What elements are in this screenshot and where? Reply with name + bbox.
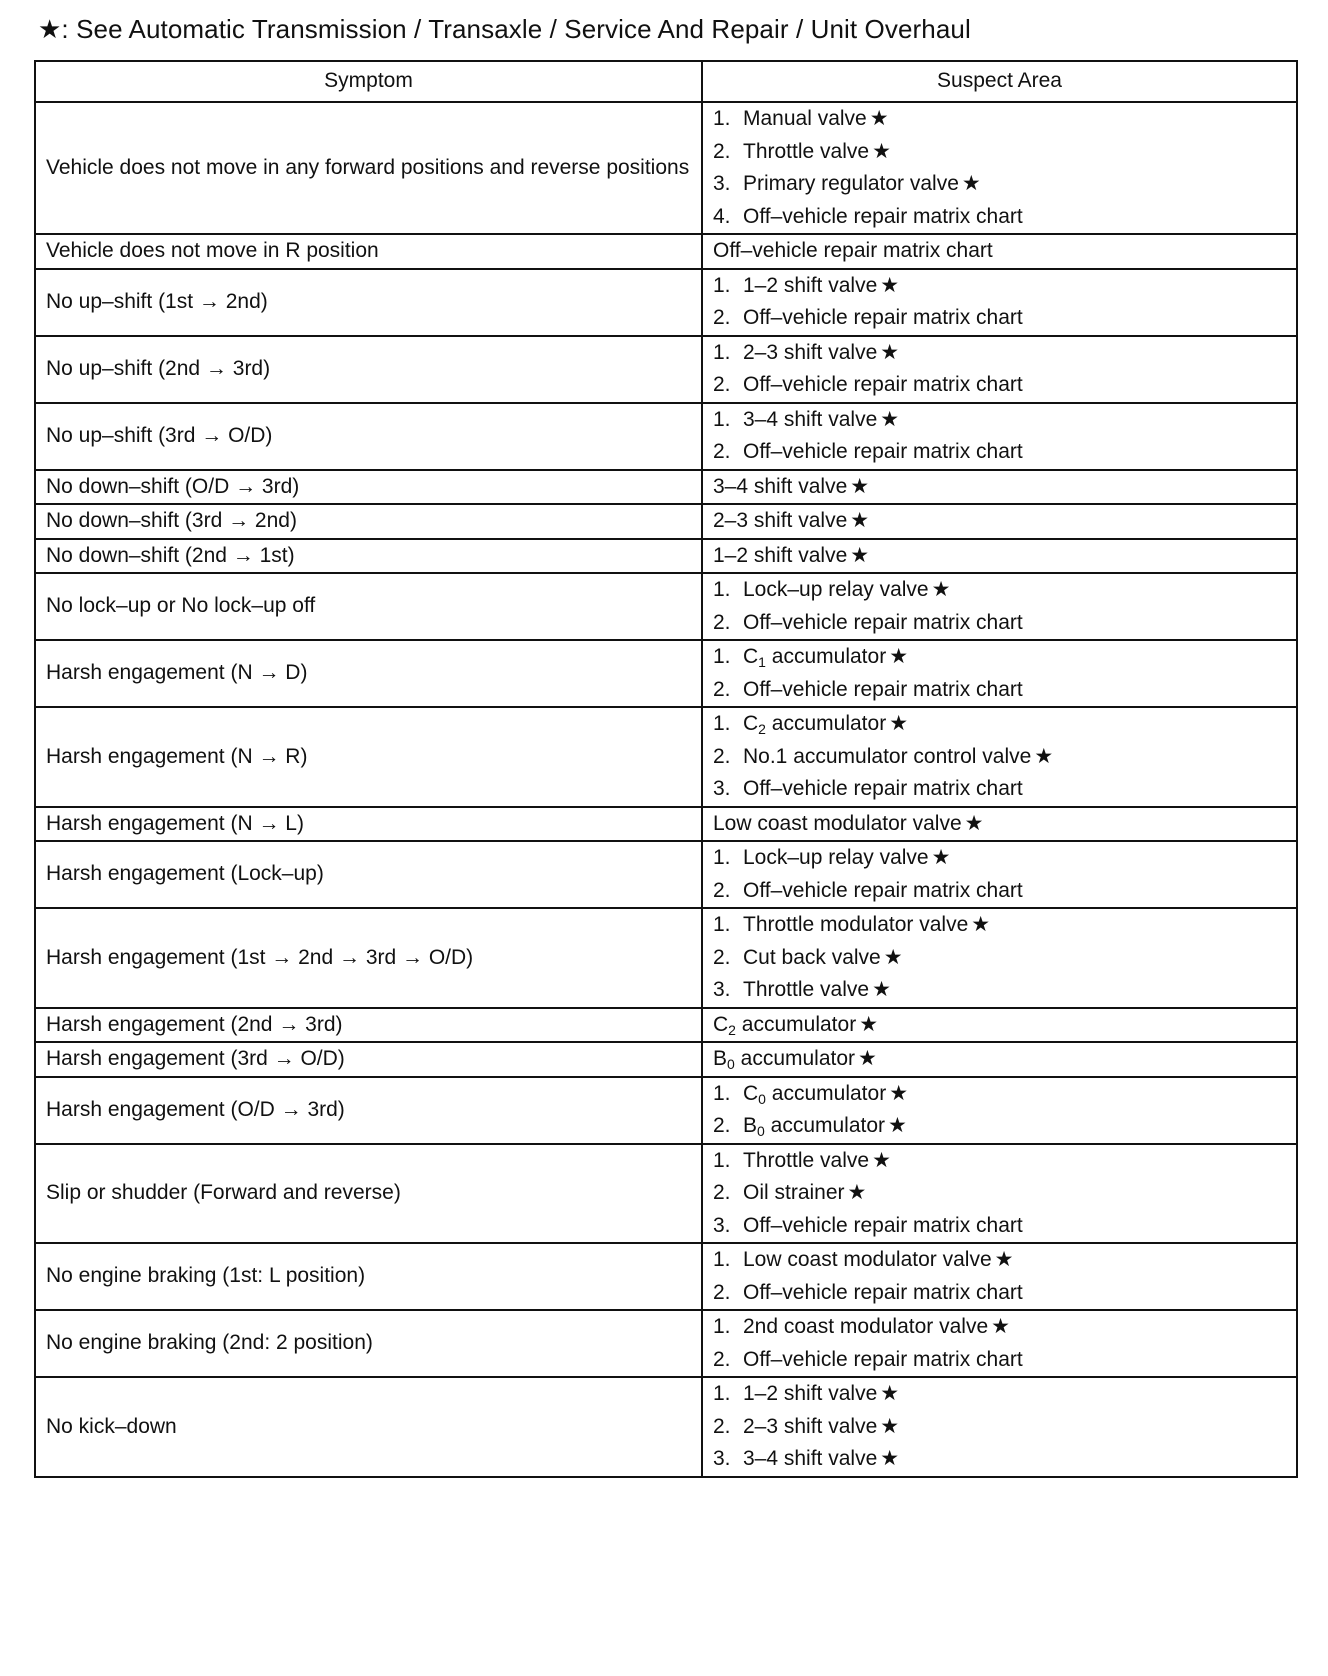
- item-text: Manual valve: [743, 107, 867, 130]
- item-text: Off–vehicle repair matrix chart: [743, 777, 1023, 800]
- symptom-cell: Harsh engagement (2nd → 3rd): [35, 1008, 702, 1043]
- item-number: 1.: [713, 1248, 731, 1271]
- item-text: Off–vehicle repair matrix chart: [713, 239, 993, 262]
- suspect-area-cell: [702, 841, 1297, 908]
- suspect-item: [713, 674, 1286, 707]
- star-icon: ★: [994, 1248, 1014, 1271]
- symptom-cell: Vehicle does not move in R position: [35, 234, 702, 269]
- item-text: 2–3 shift valve: [743, 1414, 878, 1438]
- suspect-item: [713, 103, 1286, 136]
- table-row: [35, 1243, 1297, 1310]
- suspect-item: [713, 773, 1286, 806]
- suspect-area-cell: [702, 640, 1297, 707]
- item-number: 2.: [713, 139, 731, 163]
- star-icon: ★: [869, 107, 889, 130]
- item-text: Low coast modulator valve: [713, 811, 962, 835]
- suspect-item: [713, 842, 1286, 875]
- suspect-area-cell: [702, 1310, 1297, 1377]
- item-number: 2.: [713, 744, 731, 768]
- item-text: Off–vehicle repair matrix chart: [743, 1213, 1023, 1237]
- item-number: 3.: [713, 1213, 731, 1237]
- suspect-item: [713, 1411, 1286, 1444]
- item-number: 1.: [713, 645, 731, 668]
- table-row: [35, 102, 1297, 234]
- suspect-item: [713, 505, 1286, 538]
- header-symptom: Symptom: [35, 61, 702, 102]
- suspect-item: [713, 942, 1286, 975]
- table-row: [35, 707, 1297, 807]
- star-icon: ★: [850, 474, 870, 498]
- star-icon: ★: [880, 1382, 900, 1405]
- table-row: [35, 336, 1297, 403]
- item-number: 1.: [713, 846, 731, 869]
- item-text: C: [743, 1081, 759, 1105]
- item-number: 3.: [713, 777, 731, 800]
- item-text: Low coast modulator valve: [743, 1248, 992, 1271]
- star-icon: ★: [880, 273, 900, 297]
- item-text: 1–2 shift valve: [713, 543, 848, 567]
- suspect-area-cell: [702, 1377, 1297, 1477]
- star-icon: ★: [961, 172, 981, 195]
- item-number: 1.: [713, 107, 731, 130]
- suspect-item: [713, 1009, 1286, 1042]
- table-row: [35, 504, 1297, 539]
- suspect-item: [713, 168, 1286, 201]
- symptom-table: [34, 60, 1298, 1478]
- item-text: 2–3 shift valve: [713, 509, 848, 532]
- star-icon: ★: [991, 1315, 1010, 1338]
- suspect-area-cell: [702, 102, 1297, 234]
- star-icon: ★: [889, 645, 909, 668]
- star-icon: ★: [931, 578, 951, 601]
- item-subscript: 1: [758, 654, 766, 670]
- item-number: 1.: [713, 1382, 731, 1405]
- item-text-suffix: accumulator: [734, 1047, 856, 1070]
- star-icon: ★: [971, 913, 991, 936]
- suspect-item: [713, 1110, 1286, 1143]
- item-text-suffix: accumulator: [765, 645, 887, 668]
- symptom-cell: No engine braking (2nd: 2 position): [35, 1310, 702, 1377]
- item-number: 1.: [713, 712, 731, 735]
- suspect-item: [713, 974, 1286, 1007]
- table-row: [35, 1310, 1297, 1377]
- item-text: 1–2 shift valve: [743, 1382, 878, 1405]
- suspect-item: [713, 540, 1286, 573]
- item-number: 1.: [713, 340, 731, 364]
- suspect-area-cell: [702, 470, 1297, 505]
- table-row: [35, 1008, 1297, 1043]
- suspect-item: [713, 1177, 1286, 1210]
- suspect-item: [713, 708, 1286, 741]
- suspect-item: [713, 201, 1286, 234]
- item-text: 3–4 shift valve: [743, 407, 878, 431]
- suspect-area-cell: [702, 908, 1297, 1008]
- item-text: Off–vehicle repair matrix chart: [743, 306, 1023, 329]
- suspect-item: [713, 808, 1286, 841]
- symptom-cell: No down–shift (2nd → 1st): [35, 539, 702, 574]
- suspect-area-cell: [702, 573, 1297, 640]
- symptom-cell: Harsh engagement (3rd → O/D): [35, 1042, 702, 1077]
- star-icon: ★: [850, 509, 870, 532]
- star-icon: ★: [883, 945, 903, 969]
- item-text: Off–vehicle repair matrix chart: [743, 1280, 1023, 1304]
- star-icon: ★: [872, 1148, 891, 1172]
- symptom-cell: No down–shift (O/D → 3rd): [35, 470, 702, 505]
- symptom-cell: No kick–down: [35, 1377, 702, 1477]
- suspect-item: [713, 909, 1286, 942]
- table-row: [35, 539, 1297, 574]
- table-header-row: [35, 61, 1297, 102]
- item-number: 3.: [713, 978, 731, 1001]
- symptom-cell: Harsh engagement (N → D): [35, 640, 702, 707]
- table-row: [35, 1377, 1297, 1477]
- item-text: C: [713, 1012, 729, 1036]
- item-subscript: 0: [727, 1056, 735, 1072]
- star-icon: ★: [880, 407, 900, 431]
- star-icon: ★: [1034, 744, 1054, 768]
- item-text: Oil strainer: [743, 1181, 845, 1204]
- star-icon: ★: [880, 340, 900, 364]
- item-text: Off–vehicle repair matrix chart: [743, 440, 1023, 463]
- suspect-area-cell: [702, 403, 1297, 470]
- item-subscript: 0: [757, 1123, 765, 1139]
- suspect-item: [713, 404, 1286, 437]
- item-number: 1.: [713, 578, 731, 601]
- item-text-suffix: accumulator: [764, 1114, 886, 1137]
- item-text: C: [743, 712, 759, 735]
- item-number: 1.: [713, 1315, 731, 1338]
- item-number: 2.: [713, 945, 731, 969]
- symptom-cell: Harsh engagement (1st → 2nd → 3rd → O/D): [35, 908, 702, 1008]
- item-subscript: 0: [758, 1090, 766, 1107]
- item-number: 2.: [713, 610, 731, 634]
- item-subscript: 2: [728, 1021, 736, 1038]
- star-icon: ★: [931, 846, 951, 869]
- item-text: Off–vehicle repair matrix chart: [743, 878, 1023, 902]
- item-number: 1.: [713, 913, 731, 936]
- item-text: No.1 accumulator control valve: [743, 744, 1032, 768]
- item-text: Throttle modulator valve: [743, 913, 969, 936]
- item-text-suffix: accumulator: [735, 1012, 857, 1036]
- star-icon: ★: [859, 1012, 879, 1036]
- suspect-item: [713, 1277, 1286, 1310]
- symptom-cell: No up–shift (3rd → O/D): [35, 403, 702, 470]
- item-text: 3–4 shift valve: [713, 474, 848, 498]
- item-text: Lock–up relay valve: [743, 578, 929, 601]
- item-text: Cut back valve: [743, 945, 881, 969]
- suspect-item: [713, 436, 1286, 469]
- item-number: 2.: [713, 1114, 731, 1137]
- item-number: 3.: [713, 172, 731, 195]
- table-row: [35, 640, 1297, 707]
- item-text: Off–vehicle repair matrix chart: [743, 204, 1023, 228]
- item-text: Off–vehicle repair matrix chart: [743, 1347, 1023, 1371]
- item-subscript: 2: [758, 721, 766, 737]
- suspect-item: [713, 574, 1286, 607]
- suspect-item: [713, 1145, 1286, 1178]
- suspect-item: [713, 1344, 1286, 1377]
- item-text: Off–vehicle repair matrix chart: [743, 610, 1023, 634]
- suspect-area-cell: [702, 1077, 1297, 1144]
- star-icon: ★: [880, 1414, 900, 1438]
- suspect-item: [713, 1311, 1286, 1344]
- suspect-item: [713, 471, 1286, 504]
- item-number: 1.: [713, 407, 731, 431]
- suspect-area-cell: [702, 336, 1297, 403]
- suspect-item: [713, 607, 1286, 640]
- item-number: 2.: [713, 677, 731, 701]
- suspect-area-cell: [702, 1243, 1297, 1310]
- suspect-item: [713, 1078, 1286, 1111]
- star-icon: ★: [38, 14, 62, 44]
- symptom-cell: No lock–up or No lock–up off: [35, 573, 702, 640]
- symptom-cell: Harsh engagement (N → R): [35, 707, 702, 807]
- header-suspect-area: Suspect Area: [702, 61, 1297, 102]
- item-number: 2.: [713, 878, 731, 902]
- item-number: 4.: [713, 204, 731, 228]
- item-text: Throttle valve: [743, 1148, 870, 1172]
- star-icon: ★: [889, 1081, 909, 1105]
- symptom-cell: No up–shift (2nd → 3rd): [35, 336, 702, 403]
- suspect-item: [713, 235, 1286, 268]
- item-text: 2nd coast modulator valve: [743, 1315, 989, 1338]
- table-row: [35, 1042, 1297, 1077]
- table-row: [35, 1077, 1297, 1144]
- suspect-item: [713, 1043, 1286, 1076]
- suspect-item: [713, 641, 1286, 674]
- item-text-suffix: accumulator: [765, 712, 887, 735]
- item-text: Lock–up relay valve: [743, 846, 929, 869]
- suspect-area-cell: [702, 807, 1297, 842]
- item-text: 3–4 shift valve: [743, 1447, 878, 1470]
- item-text: Throttle valve: [743, 978, 870, 1001]
- suspect-area-cell: [702, 234, 1297, 269]
- table-row: [35, 470, 1297, 505]
- item-number: 2.: [713, 1280, 731, 1304]
- item-number: 2.: [713, 1414, 731, 1438]
- reference-note: [38, 14, 971, 45]
- reference-note-text: : See Automatic Transmission / Transaxle / Service And Repair / Unit Overhaul: [61, 14, 971, 44]
- suspect-item: [713, 875, 1286, 908]
- table-row: [35, 234, 1297, 269]
- star-icon: ★: [880, 1447, 900, 1470]
- suspect-area-cell: [702, 1144, 1297, 1244]
- star-icon: ★: [847, 1181, 867, 1204]
- suspect-item: [713, 1244, 1286, 1277]
- star-icon: ★: [888, 1114, 907, 1137]
- item-number: 1.: [713, 1081, 731, 1105]
- item-number: 2.: [713, 1181, 731, 1204]
- item-number: 2.: [713, 373, 731, 396]
- star-icon: ★: [964, 811, 984, 835]
- item-text: Off–vehicle repair matrix chart: [743, 373, 1023, 396]
- item-text: Primary regulator valve: [743, 172, 959, 195]
- item-text: 1–2 shift valve: [743, 273, 878, 297]
- table-row: [35, 403, 1297, 470]
- suspect-item: [713, 270, 1286, 303]
- item-text: Throttle valve: [743, 139, 870, 163]
- item-number: 2.: [713, 1347, 731, 1371]
- star-icon: ★: [872, 978, 891, 1001]
- item-number: 2.: [713, 306, 731, 329]
- item-text: Off–vehicle repair matrix chart: [743, 677, 1023, 701]
- item-number: 1.: [713, 1148, 731, 1172]
- item-number: 2.: [713, 440, 731, 463]
- item-number: 3.: [713, 1447, 731, 1470]
- suspect-item: [713, 1210, 1286, 1243]
- symptom-cell: Harsh engagement (Lock–up): [35, 841, 702, 908]
- star-icon: ★: [850, 543, 870, 567]
- item-number: 1.: [713, 273, 731, 297]
- suspect-area-cell: [702, 269, 1297, 336]
- item-text: 2–3 shift valve: [743, 340, 878, 364]
- symptom-cell: No engine braking (1st: L position): [35, 1243, 702, 1310]
- suspect-area-cell: [702, 504, 1297, 539]
- star-icon: ★: [872, 139, 891, 163]
- symptom-cell: No up–shift (1st → 2nd): [35, 269, 702, 336]
- table-row: [35, 269, 1297, 336]
- suspect-area-cell: [702, 1008, 1297, 1043]
- suspect-item: [713, 741, 1286, 774]
- item-text: C: [743, 645, 759, 668]
- suspect-item: [713, 1378, 1286, 1411]
- symptom-cell: Slip or shudder (Forward and reverse): [35, 1144, 702, 1244]
- suspect-item: [713, 337, 1286, 370]
- table-row: [35, 841, 1297, 908]
- table-row: [35, 908, 1297, 1008]
- item-text: B: [743, 1114, 758, 1137]
- suspect-area-cell: [702, 1042, 1297, 1077]
- table-body: [35, 102, 1297, 1477]
- suspect-area-cell: [702, 539, 1297, 574]
- item-text-suffix: accumulator: [765, 1081, 887, 1105]
- suspect-item: [713, 302, 1286, 335]
- symptom-cell: No down–shift (3rd → 2nd): [35, 504, 702, 539]
- suspect-item: [713, 1443, 1286, 1476]
- suspect-area-cell: [702, 707, 1297, 807]
- table-row: [35, 1144, 1297, 1244]
- star-icon: ★: [858, 1047, 877, 1070]
- table-row: [35, 807, 1297, 842]
- symptom-cell: Vehicle does not move in any forward positions and reverse positions: [35, 102, 702, 234]
- table-row: [35, 573, 1297, 640]
- suspect-item: [713, 136, 1286, 169]
- symptom-cell: Harsh engagement (O/D → 3rd): [35, 1077, 702, 1144]
- star-icon: ★: [889, 712, 909, 735]
- item-text: B: [713, 1047, 728, 1070]
- suspect-item: [713, 369, 1286, 402]
- symptom-cell: Harsh engagement (N → L): [35, 807, 702, 842]
